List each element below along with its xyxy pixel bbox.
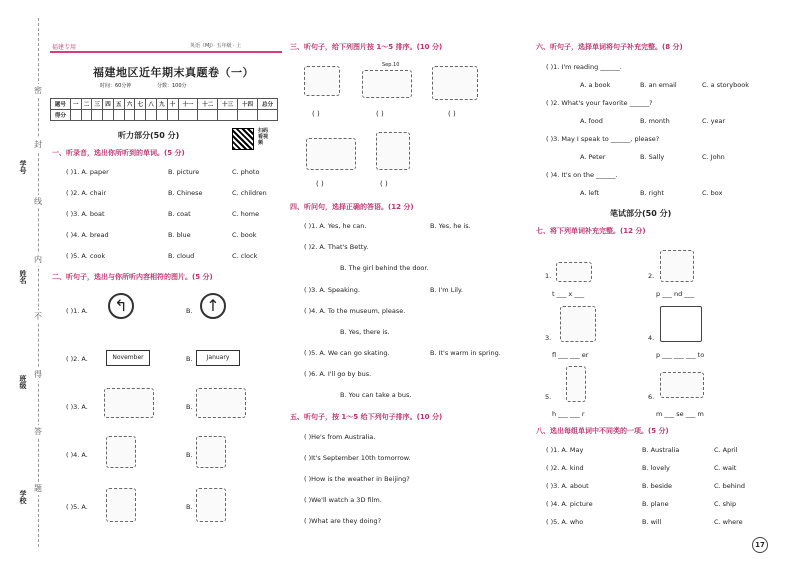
s2-q1-b: B.	[186, 307, 193, 315]
s6-q1-c: C. a storybook	[702, 81, 749, 89]
score-cell[interactable]	[135, 110, 146, 121]
score-cell[interactable]	[92, 110, 103, 121]
score-cell[interactable]	[167, 110, 178, 121]
s7-num: 2.	[648, 272, 655, 280]
s4-q4-b: B. Yes, there is.	[340, 328, 390, 336]
child-image	[196, 436, 226, 468]
score-cell[interactable]	[124, 110, 135, 121]
s4-q6: ( )6. A. I'll go by bus.	[304, 370, 372, 378]
seal-char: 密	[34, 86, 42, 95]
museum-image	[660, 372, 704, 398]
books-image	[304, 66, 340, 96]
score-table	[50, 98, 278, 121]
s8-q1-c: C. April	[714, 446, 738, 454]
s6-q4-b: B. right	[640, 189, 664, 197]
table-cell: 三	[92, 99, 103, 110]
s6-q1-b: B. an email	[640, 81, 677, 89]
table-cell: 总分	[257, 99, 277, 110]
time-label: 时间：60分钟	[100, 83, 132, 89]
s1-q1-c: C. photo	[232, 168, 260, 176]
section-1-title: 一、听录音，选出你所听到的单词。(5 分)	[52, 149, 185, 157]
table-cell: 八	[146, 99, 157, 110]
taxi-image	[556, 262, 592, 282]
s7-num: 6.	[648, 393, 655, 401]
s7-num: 4.	[648, 334, 655, 342]
flower-image	[560, 306, 596, 342]
s8-q2-c: C. wait	[714, 464, 737, 472]
s1-q5-c: C. clock	[232, 252, 258, 260]
s4-q6-b: B. You can take a bus.	[340, 391, 412, 399]
score-cell[interactable]	[70, 110, 81, 121]
s8-q1-b: B. Australia	[642, 446, 680, 454]
page-title: 福建地区近年期末真题卷（一）	[93, 66, 254, 79]
s8-q5-c: C. where	[714, 518, 743, 526]
painter-image	[376, 132, 410, 170]
s4-q3: ( )3. A. Speaking.	[304, 286, 360, 294]
s4-q5: ( )5. A. We can go skating.	[304, 349, 390, 357]
s2-q3: ( )3. A.	[66, 403, 88, 411]
calendar-january: January	[196, 350, 240, 366]
s6-q3-a: A. Peter	[580, 153, 606, 161]
table-cell: 十	[167, 99, 178, 110]
score-cell[interactable]	[156, 110, 167, 121]
s8-q4-c: C. ship	[714, 500, 737, 508]
s8-q3-c: C. behind	[714, 482, 745, 490]
binding-line	[38, 18, 39, 547]
name-label: 姓名	[19, 270, 27, 284]
s7-word: p ___ ___ ___ to	[656, 351, 705, 359]
s6-q2-b: B. month	[640, 117, 670, 125]
written-title: 笔试部分(50 分)	[610, 209, 672, 218]
s8-q5-b: B. will	[642, 518, 662, 526]
score-label: 分数：100分	[156, 83, 187, 89]
answer-paren[interactable]: ( )	[380, 180, 388, 188]
answer-paren[interactable]: ( )	[316, 180, 324, 188]
s1-q5: ( )5. A. cook	[66, 252, 106, 260]
s7-word: p ___ nd ___	[656, 290, 695, 298]
turn-left-sign-icon: ↰	[108, 293, 134, 319]
s1-q2-b: B. Chinese	[168, 189, 203, 197]
score-cell[interactable]	[257, 110, 277, 121]
seal-char: 题	[34, 484, 42, 493]
s5-item: ( )He's from Australia.	[304, 433, 376, 441]
s1-q4-c: C. book	[232, 231, 257, 239]
table-cell: 五	[113, 99, 124, 110]
exam-meta	[100, 82, 211, 89]
listening-title: 听力部分(50 分)	[118, 131, 180, 140]
page-number: 17	[752, 537, 768, 553]
s1-q3: ( )3. A. boat	[66, 210, 105, 218]
table-cell: 题号	[51, 99, 71, 110]
score-cell[interactable]	[178, 110, 198, 121]
s6-q4-a: A. left	[580, 189, 599, 197]
seal-char: 内	[34, 255, 42, 264]
seal-char: 得	[34, 370, 42, 379]
s4-q5-b: B. It's warm in spring.	[430, 349, 501, 357]
s7-word: fl ___ ___ er	[552, 351, 589, 359]
s4-q1: ( )1. A. Yes, he can.	[304, 222, 367, 230]
table-cell: 十二	[198, 99, 218, 110]
ship-image	[306, 138, 356, 170]
answer-paren[interactable]: ( )	[376, 110, 384, 118]
s8-q2: ( )2. A. kind	[546, 464, 584, 472]
student-id-label: 学号	[19, 160, 27, 174]
section-7-title: 七、将下列单词补充完整。(12 分)	[536, 227, 646, 235]
answer-paren[interactable]: ( )	[312, 110, 320, 118]
header-rule	[50, 51, 282, 53]
s6-q2-a: A. food	[580, 117, 603, 125]
s1-q5-b: B. cloud	[168, 252, 195, 260]
s1-q2-c: C. children	[232, 189, 267, 197]
s4-q3-b: B. I'm Lily.	[430, 286, 463, 294]
section-6-title: 六、听句子，选择单词将句子补充完整。(8 分)	[536, 43, 683, 51]
table-cell: 十一	[178, 99, 198, 110]
qr-caption: 扫码看视频	[258, 128, 269, 146]
s4-q2-b: B. The girl behind the door.	[340, 264, 429, 272]
soccer-image	[432, 66, 478, 100]
binding-margin	[0, 0, 48, 567]
table-cell: 一	[70, 99, 81, 110]
score-table-row	[51, 110, 278, 121]
s4-q2: ( )2. A. That's Betty.	[304, 243, 369, 251]
seal-char: 封	[34, 140, 42, 149]
s6-q2-c: C. year	[702, 117, 726, 125]
table-cell: 九	[156, 99, 167, 110]
score-cell[interactable]	[198, 110, 218, 121]
score-cell[interactable]	[146, 110, 157, 121]
seal-char: 线	[34, 197, 42, 206]
s2-q4-b: B.	[186, 451, 193, 459]
s5-item: ( )We'll watch a 3D film.	[304, 496, 382, 504]
s1-q2: ( )2. A. chair	[66, 189, 107, 197]
child-image	[196, 488, 226, 522]
s7-num: 5.	[545, 393, 552, 401]
section-4-title: 四、听问句，选择正确的答语。(12 分)	[290, 203, 414, 211]
s7-num: 1.	[545, 272, 552, 280]
s1-q1: ( )1. A. paper	[66, 168, 109, 176]
table-cell: 得分	[51, 110, 71, 121]
s5-item: ( )How is the weather in Beijing?	[304, 475, 410, 483]
table-cell: 四	[103, 99, 114, 110]
s2-q4: ( )4. A.	[66, 451, 88, 459]
score-cell[interactable]	[81, 110, 92, 121]
score-cell[interactable]	[113, 110, 124, 121]
class-label: 班级	[19, 375, 27, 389]
scene-image	[104, 388, 154, 418]
s6-q4-c: C. box	[702, 189, 723, 197]
s2-q5-b: B.	[186, 503, 193, 511]
s7-num: 3.	[545, 334, 552, 342]
child-image	[106, 488, 136, 522]
s8-q4-b: B. plane	[642, 500, 669, 508]
table-cell: 七	[135, 99, 146, 110]
s2-q5: ( )5. A.	[66, 503, 88, 511]
s7-word: m ___ se ___ m	[656, 410, 704, 418]
s6-q3-b: B. Sally	[640, 153, 665, 161]
s2-q1: ( )1. A.	[66, 307, 88, 315]
s8-q5: ( )5. A. who	[546, 518, 584, 526]
date-label: Sep.10	[382, 62, 400, 68]
child-image	[106, 436, 136, 468]
s2-q2-b: B.	[186, 355, 193, 363]
qr-code-icon[interactable]	[232, 128, 254, 150]
s8-q2-b: B. lovely	[642, 464, 670, 472]
score-table-header	[51, 99, 278, 110]
s1-q3-b: B. coat	[168, 210, 191, 218]
s8-q4: ( )4. A. picture	[546, 500, 593, 508]
s2-q2: ( )2. A.	[66, 355, 88, 363]
section-8-title: 八、选出每组单词中不同类的一项。(5 分)	[536, 427, 669, 435]
s6-q2: ( )2. What's your favorite ______?	[546, 99, 653, 107]
s7-word: h ___ ___ r	[552, 410, 585, 418]
table-cell: 十三	[218, 99, 238, 110]
s4-q1-b: B. Yes, he is.	[430, 222, 471, 230]
calendar-scene-image	[362, 70, 412, 98]
s1-q1-b: B. picture	[168, 168, 200, 176]
table-cell: 二	[81, 99, 92, 110]
score-cell[interactable]	[238, 110, 258, 121]
s6-q1-a: A. a book	[580, 81, 611, 89]
calendar-november: November	[106, 350, 150, 366]
panda-image	[660, 250, 694, 282]
table-cell: 十四	[238, 99, 258, 110]
s1-q4-b: B. blue	[168, 231, 191, 239]
s6-q1: ( )1. I'm reading ______.	[546, 63, 622, 71]
seal-char: 答	[34, 427, 42, 436]
seal-char: 不	[34, 312, 42, 321]
score-cell[interactable]	[103, 110, 114, 121]
s7-word: t ___ x ___	[552, 290, 585, 298]
photo-image	[660, 306, 702, 342]
score-cell[interactable]	[218, 110, 238, 121]
s1-q3-c: C. home	[232, 210, 260, 218]
s8-q3-b: B. beside	[642, 482, 673, 490]
s5-item: ( )It's September 10th tomorrow.	[304, 454, 411, 462]
s6-q3-c: C. John	[702, 153, 725, 161]
scene-image	[196, 388, 246, 418]
s5-item: ( )What are they doing?	[304, 517, 382, 525]
section-5-title: 五、听句子，按 1～5 给下列句子排序。(10 分)	[290, 413, 443, 421]
subject-label: 英语（MJ）· 五年级 · 上	[190, 43, 242, 49]
s4-q4: ( )4. A. To the museum, please.	[304, 307, 406, 315]
s8-q3: ( )3. A. about	[546, 482, 589, 490]
s1-q4: ( )4. A. bread	[66, 231, 109, 239]
s2-q3-b: B.	[186, 403, 193, 411]
go-straight-sign-icon: ↑	[200, 293, 226, 319]
s6-q3: ( )3. May I speak to ______, please?	[546, 135, 660, 143]
answer-paren[interactable]: ( )	[448, 110, 456, 118]
table-cell: 六	[124, 99, 135, 110]
section-2-title: 二、听句子，选出与你所听内容相符的图片。(5 分)	[52, 273, 213, 281]
school-label: 学校	[19, 490, 27, 504]
section-3-title: 三、听句子，给下列图片按 1～5 排序。(10 分)	[290, 43, 443, 51]
s8-q1: ( )1. A. May	[546, 446, 584, 454]
s6-q4: ( )4. It's on the ______.	[546, 171, 618, 179]
hair-image	[566, 366, 586, 402]
region-tag: 福建专用	[52, 44, 77, 51]
